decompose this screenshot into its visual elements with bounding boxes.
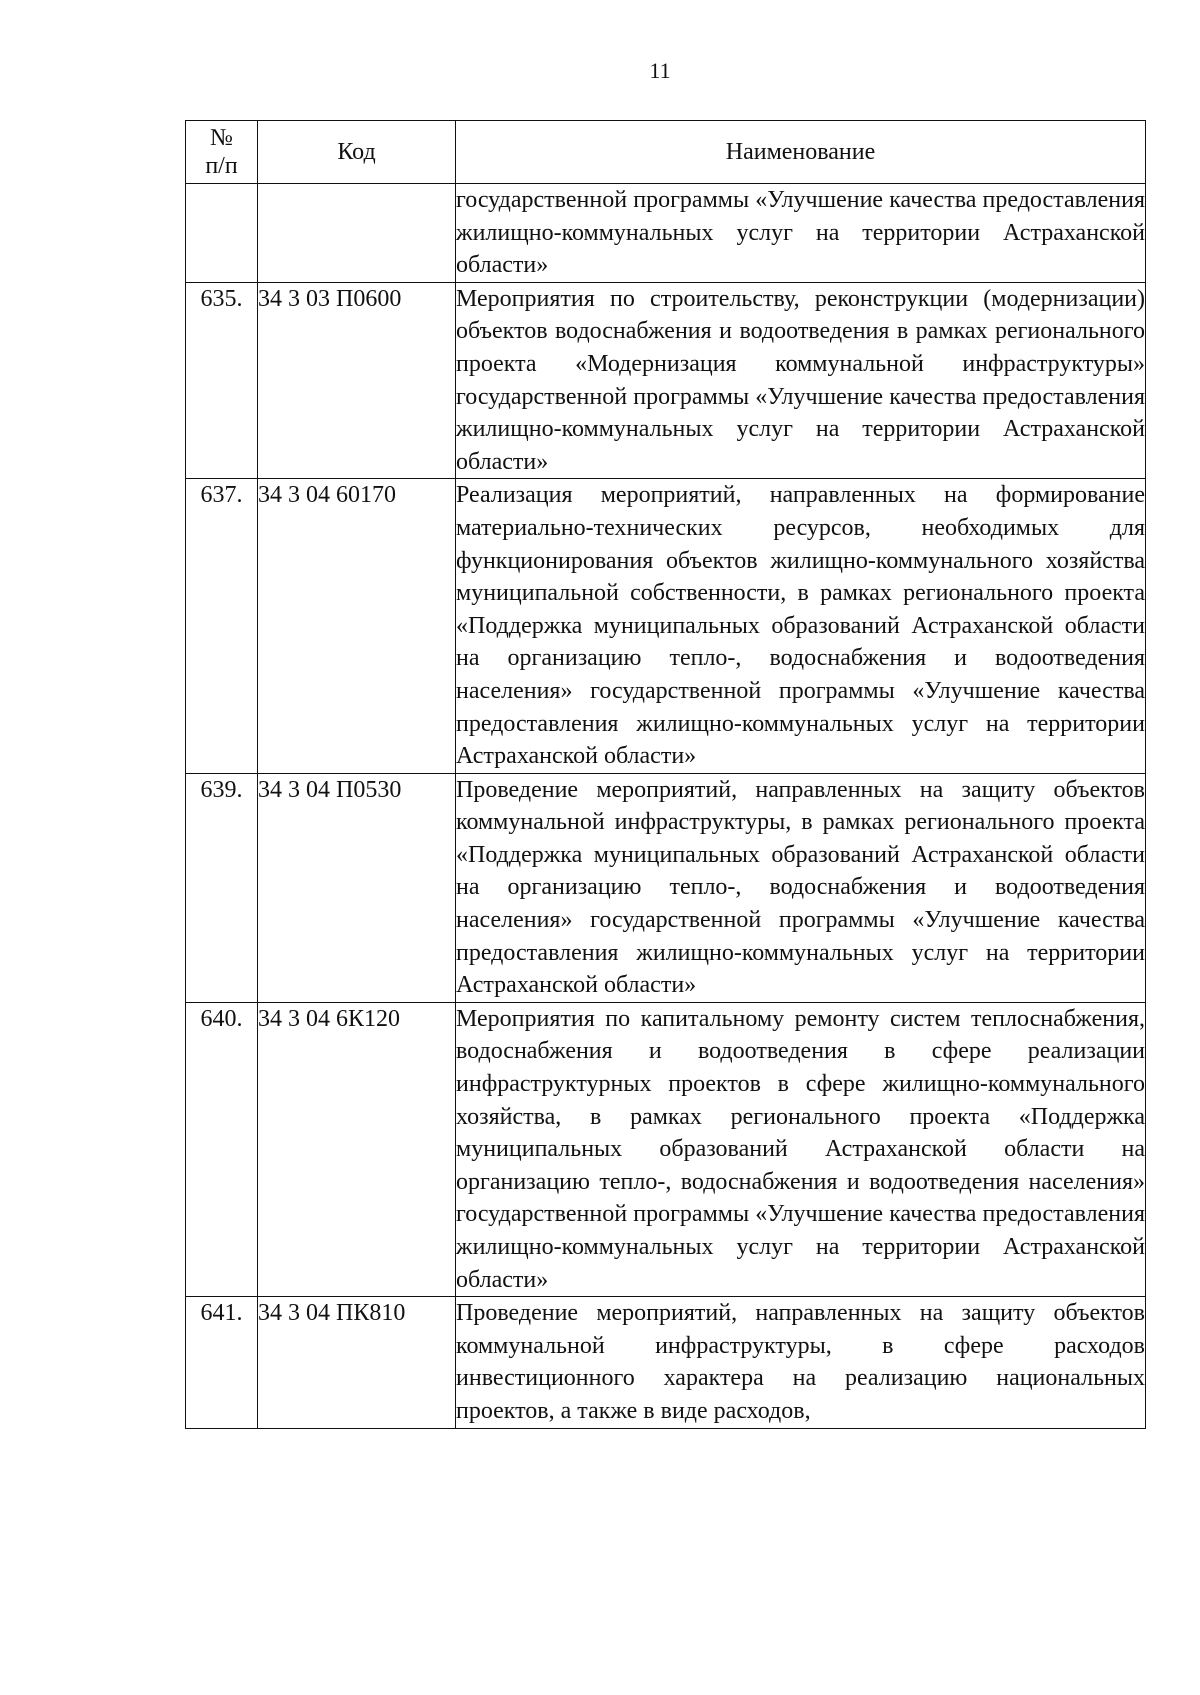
table-row [186,773,1146,1002]
header-number-sign: № [210,125,233,151]
row-code: 34 3 04 60170 [258,479,456,773]
row-name: Мероприятия по капитальному ремонту систем теплоснабжения, водоснабжения и водоотведения в сфере реализации инфраструктурных проектов в сфере жилищно-коммунального хозяйства, в рамках регионального проекта «Поддержка муниципальных образований Астраханской области на организацию тепло-, водоснабжения и водоотведения населения» государственной программы «Улучшение качества предоставления жилищно-коммунальных услуг на территории Астраханской области» [456,1002,1146,1296]
row-name: Проведение мероприятий, направленных на защиту объектов коммунальной инфраструктуры, в сфере расходов инвестиционного характера на реализацию национальных проектов, а также в виде расходов, [456,1297,1146,1428]
row-number: 641. [186,1297,258,1428]
page-number: 11 [649,58,671,83]
header-number-pp: п/п [205,153,238,179]
row-name: государственной программы «Улучшение качества предоставления жилищно-коммунальных услуг на территории Астраханской области» [456,184,1146,283]
row-number [186,184,258,283]
row-number: 639. [186,773,258,1002]
row-code: 34 3 04 6К120 [258,1002,456,1296]
header-number [186,121,258,184]
row-name: Реализация мероприятий, направленных на формирование материально-технических ресурсов, необходимых для функционирования объектов жилищно-коммунального хозяйства муниципальной собственности, в рамках регионального проекта «Поддержка муниципальных образований Астраханской области на организацию тепло-, водоснабжения и водоотведения населения» государственной программы «Улучшение качества предоставления жилищно-коммунальных услуг на территории Астраханской области» [456,479,1146,773]
table-row [186,282,1146,479]
row-code: 34 3 03 П0600 [258,282,456,479]
row-number: 635. [186,282,258,479]
table-header-row [186,121,1146,184]
table-row [186,1297,1146,1428]
table-row [186,1002,1146,1296]
table-row [186,184,1146,283]
row-number: 640. [186,1002,258,1296]
row-code [258,184,456,283]
budget-code-table [185,120,1146,1429]
header-code: Код [258,121,456,184]
header-name: Наименование [456,121,1146,184]
row-name: Проведение мероприятий, направленных на защиту объектов коммунальной инфраструктуры, в рамках регионального проекта «Поддержка муниципальных образований Астраханской области на организацию тепло-, водоснабжения и водоотведения населения» государственной программы «Улучшение качества предоставления жилищно-коммунальных услуг на территории Астраханской области» [456,773,1146,1002]
row-code: 34 3 04 ПК810 [258,1297,456,1428]
row-number: 637. [186,479,258,773]
row-code: 34 3 04 П0530 [258,773,456,1002]
table-row [186,479,1146,773]
row-name: Мероприятия по строительству, реконструкции (модернизации) объектов водоснабжения и водоотведения в рамках регионального проекта «Модернизация коммунальной инфраструктуры» государственной программы «Улучшение качества предоставления жилищно-коммунальных услуг на территории Астраханской области» [456,282,1146,479]
